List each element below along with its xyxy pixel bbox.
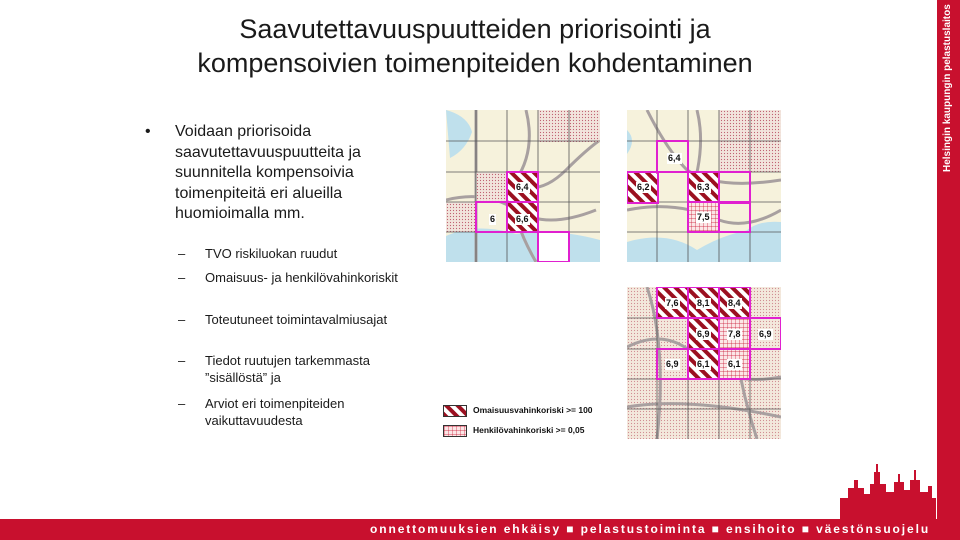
cell-value-label: 6,6 — [516, 214, 529, 224]
cell-value-label: 6,2 — [637, 182, 650, 192]
bullet-dot: • — [145, 123, 151, 140]
title-line-1: Saavutettavuuspuutteiden priorisointi ja — [239, 14, 711, 44]
city-skyline-logo-icon — [840, 458, 936, 520]
cell-value-label: 6,3 — [697, 182, 710, 192]
cell-value-label: 6 — [490, 214, 496, 224]
cell-value-label: 8,4 — [728, 298, 741, 308]
footer-services-text: onnettomuuksien ehkäisy ■ pelastustoiminta ■ ensihoito ■ väestönsuojelu — [370, 522, 931, 536]
bullet-text: Voidaan priorisoida saavutettavuuspuutteita ja suunnitella kompensoivia toimenpiteitä eri alueilla huomioimalla mm. — [175, 123, 361, 222]
sidebar-org-name: Helsingin kaupungin pelastuslaitos — [942, 4, 953, 172]
cell-value-label: 6,9 — [697, 329, 710, 339]
risk-grid-map-3 — [627, 287, 781, 439]
title-line-2: kompensoivien toimenpiteiden kohdentaminen — [197, 48, 753, 78]
cell-value-label: 7,8 — [728, 329, 741, 339]
cell-value-label: 7,5 — [697, 212, 710, 222]
grid-swatch-icon — [443, 425, 467, 437]
legend-item-personal-risk: Henkilövahinkoriski >= 0,05 — [443, 425, 643, 439]
cell-value-label: 6,4 — [668, 153, 681, 163]
cell-value-label: 6,1 — [697, 359, 710, 369]
cell-value-label: 7,6 — [666, 298, 679, 308]
hatch-swatch-icon — [443, 405, 467, 417]
risk-grid-map-1 — [446, 110, 600, 262]
cell-value-label: 6,9 — [759, 329, 772, 339]
footer-bar — [0, 519, 960, 540]
risk-grid-map-2 — [627, 110, 781, 262]
cell-value-label: 8,1 — [697, 298, 710, 308]
cell-value-label: 6,4 — [516, 182, 529, 192]
legend-item-property-risk: Omaisuusvahinkoriski >= 100 — [443, 405, 643, 419]
page-title — [150, 12, 800, 80]
cell-value-label: 6,9 — [666, 359, 679, 369]
cell-value-label: 6,1 — [728, 359, 741, 369]
brand-sidebar — [937, 0, 960, 540]
